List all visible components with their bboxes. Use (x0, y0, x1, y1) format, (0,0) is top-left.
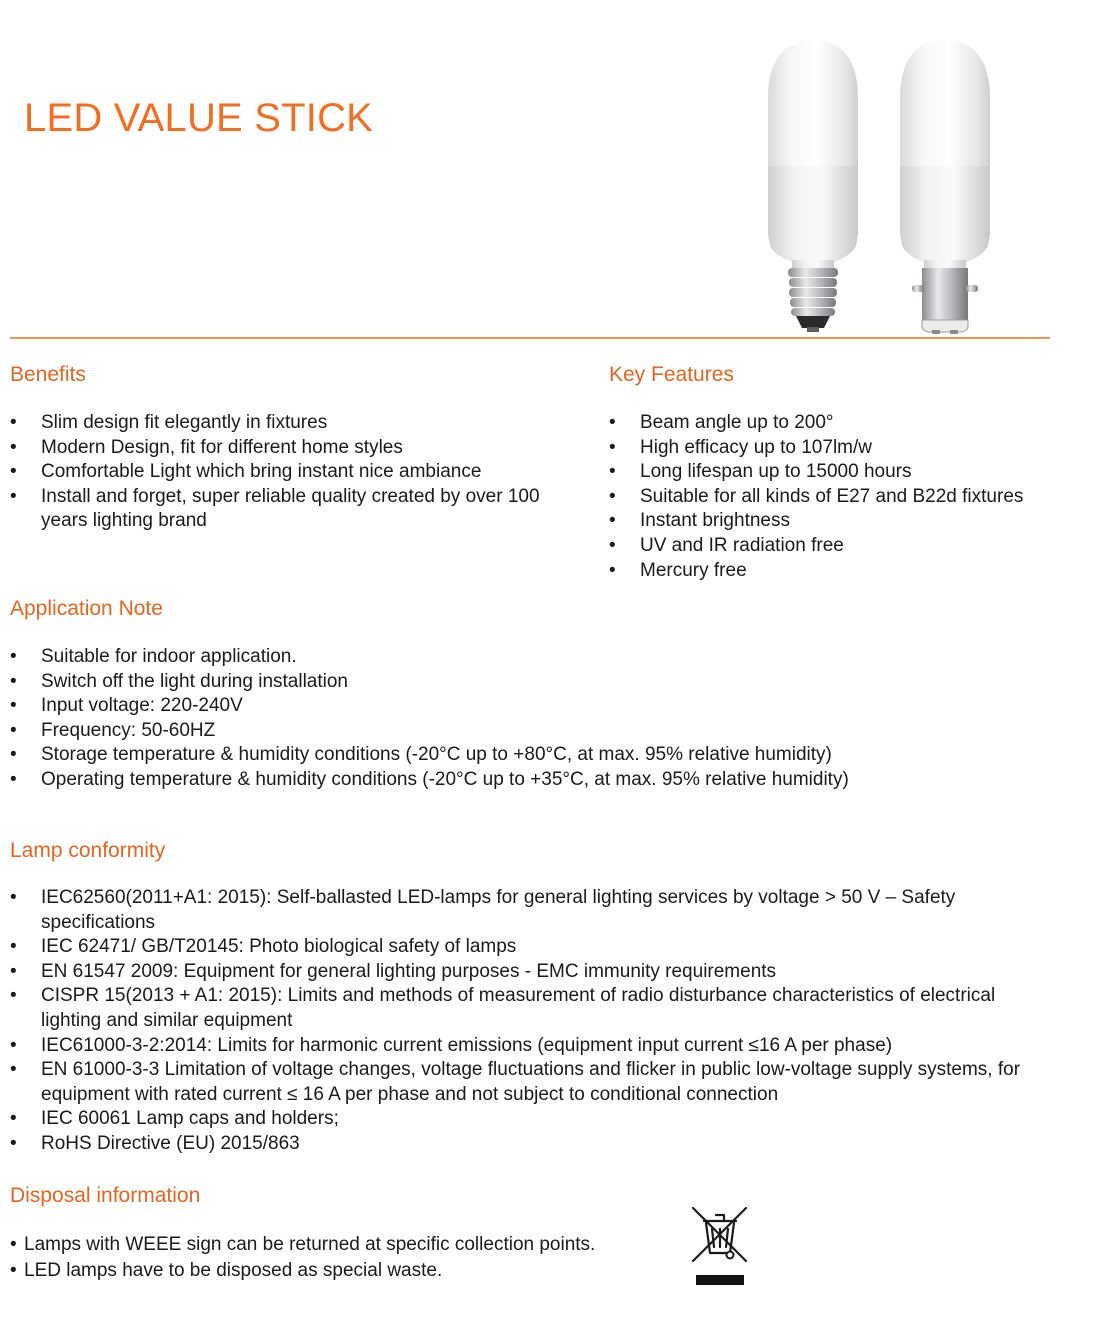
list-item: • Long lifespan up to 15000 hours (609, 461, 912, 483)
benefits-list (10, 411, 570, 534)
list-item: • EN 61000-3-3 Limitation of voltage changes, voltage fluctuations and flicker in public low-voltage supply systems, for equipment with rated current ≤ 16 A per phase and not subject to conditional connection (10, 1059, 1021, 1105)
list-item: • Beam angle up to 200° (609, 412, 834, 433)
list-item: • Operating temperature & humidity conditions (-20°C up to +35°C, at max. 95% relative humidity) (10, 768, 849, 790)
list-item: • CISPR 15(2013 + A1: 2015): Limits and methods of measurement of radio disturbance characteristics of electrical lighting and similar equipment (10, 985, 996, 1031)
list-item: • IEC 60061 Lamp caps and holders; (10, 1108, 339, 1130)
list-item: • IEC 62471/ GB/T20145: Photo biological safety of lamps (10, 936, 517, 958)
list-item: • Slim design fit elegantly in fixtures (10, 412, 328, 433)
key-features-list (609, 411, 1099, 583)
disposal-heading: Disposal information (10, 1184, 201, 1207)
list-item: • High efficacy up to 107lm/w (609, 436, 872, 458)
list-item: • Mercury free (609, 559, 747, 581)
list-item: • Switch off the light during installation (10, 670, 348, 692)
benefits-heading: Benefits (10, 363, 86, 386)
list-item: • Frequency: 50-60HZ (10, 719, 216, 741)
page-title: LED VALUE STICK (24, 96, 374, 140)
list-item: • Install and forget, super reliable quality created by over 100 years lighting brand (10, 485, 540, 532)
list-item: • LED lamps have to be disposed as special waste. (10, 1259, 443, 1281)
list-item: • Lamps with WEEE sign can be returned at specific collection points. (10, 1234, 596, 1255)
list-item: • Suitable for all kinds of E27 and B22d fixtures (609, 485, 1024, 507)
list-item: • IEC62560(2011+A1: 2015): Self-ballasted LED-lamps for general lighting services by voltage > 50 V – Safety specifications (10, 887, 956, 933)
lamp-conformity-heading: Lamp conformity (10, 839, 166, 862)
list-item: • RoHS Directive (EU) 2015/863 (10, 1132, 300, 1154)
list-item: • Storage temperature & humidity conditions (-20°C up to +80°C, at max. 95% relative humidity) (10, 744, 832, 766)
bulb-b22d (900, 40, 990, 334)
list-item: • Modern Design, fit for different home styles (10, 436, 403, 458)
list-item: • Input voltage: 220-240V (10, 695, 243, 717)
bulb-e27 (768, 40, 858, 332)
lamp-conformity-list (10, 886, 1050, 1157)
application-note-heading: Application Note (10, 597, 163, 620)
disposal-list (10, 1232, 680, 1283)
section-divider (10, 337, 1050, 339)
list-item: • Instant brightness (609, 510, 790, 532)
key-features-heading: Key Features (609, 363, 734, 386)
product-image (762, 38, 1012, 343)
list-item: • Comfortable Light which bring instant nice ambiance (10, 461, 482, 483)
list-item: • EN 61547 2009: Equipment for general lighting purposes - EMC immunity requirements (10, 960, 777, 982)
list-item: • IEC61000-3-2:2014: Limits for harmonic current emissions (equipment input current ≤16 A per phase) (10, 1034, 893, 1056)
crossed-out-wheelie-bin-icon (690, 1205, 752, 1294)
list-item: • UV and IR radiation free (609, 534, 844, 556)
application-note-list (10, 645, 1090, 793)
list-item: • Suitable for indoor application. (10, 646, 297, 667)
